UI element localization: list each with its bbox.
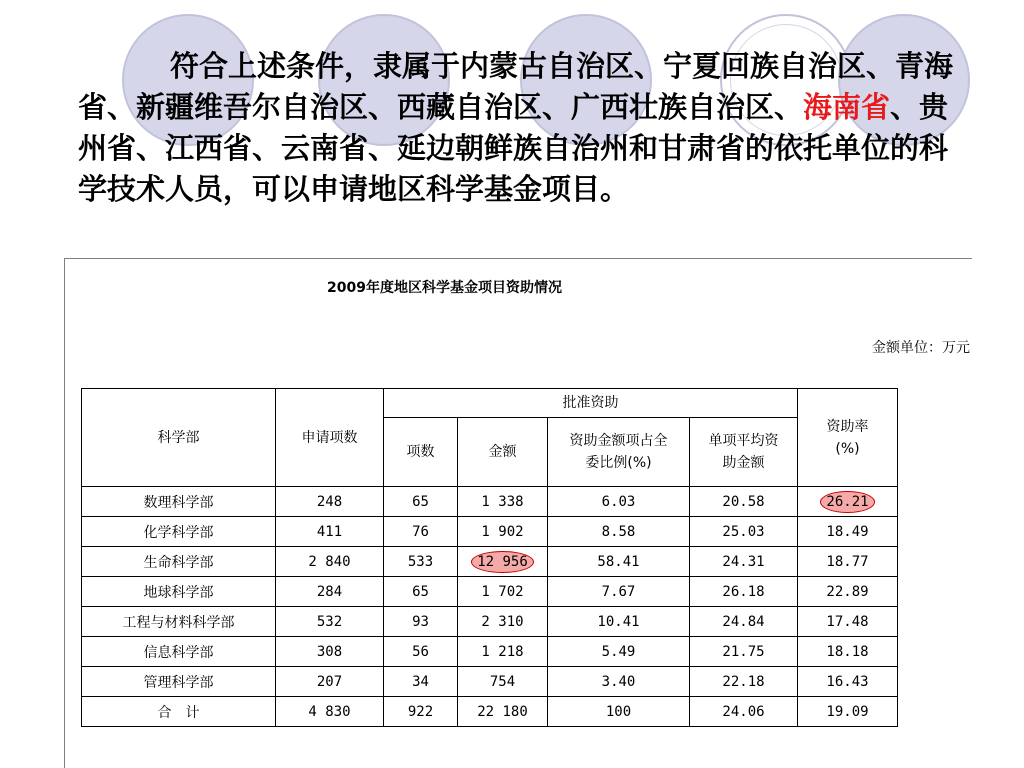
cell-count: 922 — [384, 697, 458, 727]
cell-average: 22.18 — [690, 667, 798, 697]
cell-share: 6.03 — [548, 487, 690, 517]
cell-average: 24.06 — [690, 697, 798, 727]
cell-amount: 1 338 — [458, 487, 548, 517]
cell-count: 34 — [384, 667, 458, 697]
table-row — [82, 667, 898, 697]
header-department: 科学部 — [82, 389, 276, 487]
intro-highlight: 海南省 — [803, 90, 891, 124]
intro-text-2: 、贵州省、江西省、云南省、延边朝鲜族自治州和甘肃省的依托单位的科学技术人员，可以申请地区科学基金项目。 — [78, 90, 949, 206]
cell-rate: 18.49 — [798, 517, 898, 547]
table-row — [82, 607, 898, 637]
cell-amount: 2 310 — [458, 607, 548, 637]
table-row — [82, 577, 898, 607]
intro-paragraph — [78, 46, 958, 210]
table-row — [82, 547, 898, 577]
cell-share: 3.40 — [548, 667, 690, 697]
cell-rate: 19.09 — [798, 697, 898, 727]
grant-table — [81, 388, 898, 727]
table-row — [82, 517, 898, 547]
table-title: 2009年度地区科学基金项目资助情况 — [327, 280, 562, 296]
cell-share: 58.41 — [548, 547, 690, 577]
table-row — [82, 487, 898, 517]
cell-rate — [798, 487, 898, 517]
cell-applications: 532 — [276, 607, 384, 637]
cell-share: 7.67 — [548, 577, 690, 607]
cell-amount — [458, 547, 548, 577]
header-count: 项数 — [384, 418, 458, 487]
table-total-row — [82, 697, 898, 727]
cell-average: 24.84 — [690, 607, 798, 637]
cell-count: 65 — [384, 487, 458, 517]
cell-department: 生命科学部 — [82, 547, 276, 577]
header-share-line1: 资助金额项占全 — [569, 433, 668, 449]
cell-average: 24.31 — [690, 547, 798, 577]
cell-average: 20.58 — [690, 487, 798, 517]
cell-applications: 248 — [276, 487, 384, 517]
cell-applications: 411 — [276, 517, 384, 547]
cell-department: 管理科学部 — [82, 667, 276, 697]
header-average — [690, 418, 798, 487]
cell-department: 信息科学部 — [82, 637, 276, 667]
header-rate-line2: (%) — [835, 440, 860, 457]
cell-count: 65 — [384, 577, 458, 607]
header-share-line2: 委比例(%) — [585, 455, 652, 471]
cell-amount: 754 — [458, 667, 548, 697]
cell-rate: 18.18 — [798, 637, 898, 667]
cell-count: 56 — [384, 637, 458, 667]
cell-count: 93 — [384, 607, 458, 637]
cell-count: 76 — [384, 517, 458, 547]
header-average-line2: 助金额 — [722, 455, 765, 471]
cell-count: 533 — [384, 547, 458, 577]
cell-amount: 1 218 — [458, 637, 548, 667]
cell-department: 地球科学部 — [82, 577, 276, 607]
cell-applications: 308 — [276, 637, 384, 667]
highlight-ellipse: 12 956 — [471, 551, 534, 573]
cell-rate: 22.89 — [798, 577, 898, 607]
cell-average: 21.75 — [690, 637, 798, 667]
table-row — [82, 637, 898, 667]
header-share — [548, 418, 690, 487]
header-rate — [798, 389, 898, 487]
cell-average: 25.03 — [690, 517, 798, 547]
cell-applications: 284 — [276, 577, 384, 607]
cell-amount: 1 702 — [458, 577, 548, 607]
cell-applications: 2 840 — [276, 547, 384, 577]
cell-amount: 22 180 — [458, 697, 548, 727]
unit-label: 金额单位：万元 — [872, 340, 970, 356]
cell-average: 26.18 — [690, 577, 798, 607]
header-amount: 金额 — [458, 418, 548, 487]
cell-amount: 1 902 — [458, 517, 548, 547]
intro-text-1: 符合上述条件，隶属于内蒙古自治区、宁夏回族自治区、青海省、新疆维吾尔自治区、西藏自治区、广西壮族自治区、 — [78, 49, 954, 124]
cell-department: 化学科学部 — [82, 517, 276, 547]
cell-department: 合 计 — [82, 697, 276, 727]
cell-share: 10.41 — [548, 607, 690, 637]
cell-department: 工程与材料科学部 — [82, 607, 276, 637]
cell-applications: 4 830 — [276, 697, 384, 727]
cell-department: 数理科学部 — [82, 487, 276, 517]
cell-share: 100 — [548, 697, 690, 727]
header-applications: 申请项数 — [276, 389, 384, 487]
header-average-line1: 单项平均资 — [708, 433, 779, 449]
table-panel — [64, 258, 972, 768]
cell-rate: 16.43 — [798, 667, 898, 697]
header-approved-group: 批准资助 — [384, 389, 798, 418]
cell-rate: 18.77 — [798, 547, 898, 577]
cell-rate: 17.48 — [798, 607, 898, 637]
header-rate-line1: 资助率 — [826, 418, 869, 435]
cell-applications: 207 — [276, 667, 384, 697]
cell-share: 5.49 — [548, 637, 690, 667]
highlight-ellipse: 26.21 — [820, 491, 874, 513]
cell-share: 8.58 — [548, 517, 690, 547]
